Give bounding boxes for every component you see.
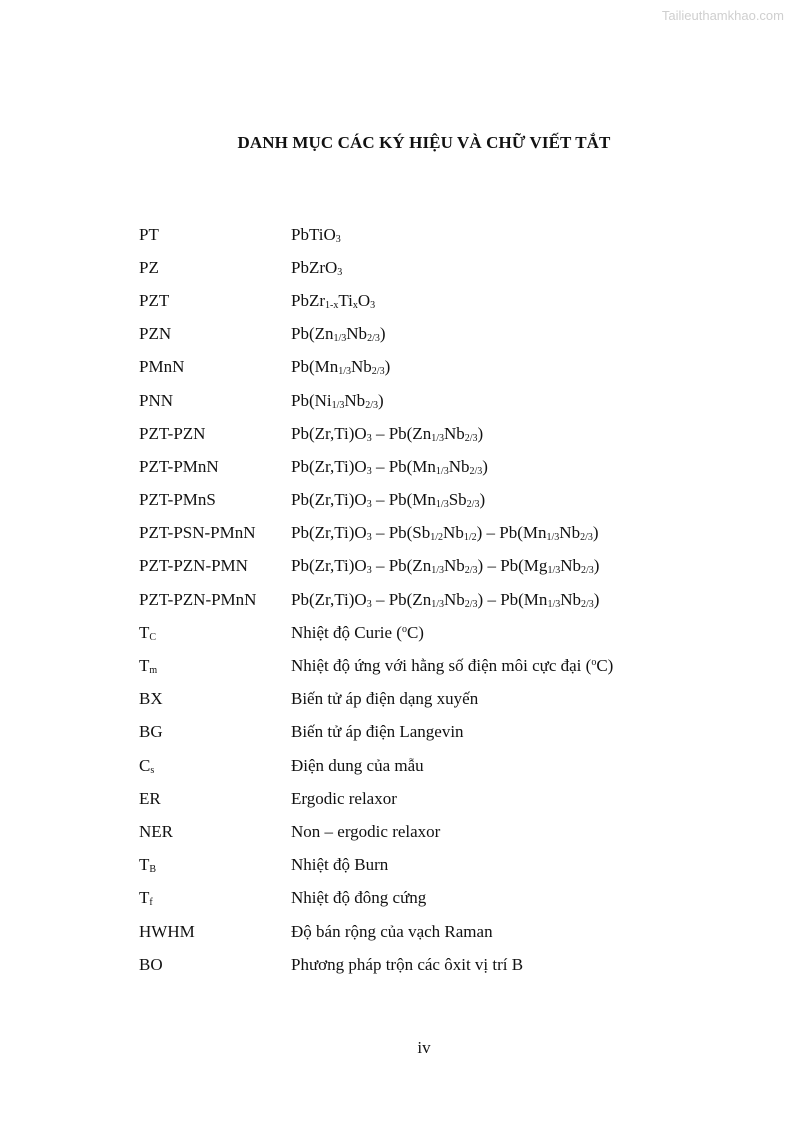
abbreviation-term (139, 888, 291, 908)
subscript: 1/3 (547, 598, 561, 610)
text-segment: Biến tử áp điện Langevin (291, 722, 464, 742)
text-segment: Nb (443, 589, 465, 609)
abbreviation-definition (291, 855, 388, 875)
abbreviation-row (139, 318, 613, 351)
text-segment: PNN (139, 390, 174, 410)
subscript: 2/3 (469, 465, 483, 477)
text-segment: C (139, 755, 151, 775)
text-segment: Nb (344, 390, 366, 410)
subscript: 3 (366, 565, 372, 577)
subscript: 1/2 (430, 532, 444, 544)
abbreviation-definition (291, 922, 493, 942)
text-segment: ) (379, 324, 386, 344)
subscript: 3 (370, 299, 376, 311)
subscript: 1/3 (431, 432, 444, 444)
text-segment: ) – Pb(Mn (477, 589, 548, 609)
subscript: 2/3 (367, 333, 380, 345)
text-segment: ) (593, 589, 600, 609)
abbreviation-definition (291, 955, 523, 975)
abbreviation-term (139, 590, 291, 610)
page-number: iv (417, 1038, 431, 1057)
subscript: 1/3 (435, 499, 449, 511)
text-segment: Biến tử áp điện dạng xuyến (291, 689, 479, 709)
subscript: 1/3 (435, 465, 449, 477)
text-segment: PZT-PSN-PMnN (139, 523, 256, 543)
abbreviation-row (139, 218, 613, 251)
text-segment: ) (377, 390, 384, 410)
abbreviation-row (139, 882, 613, 915)
text-segment: Pb(Zr,Ti)O (291, 456, 367, 476)
subscript: 2/3 (464, 432, 478, 444)
abbreviation-term (139, 623, 291, 643)
text-segment: C) (596, 656, 614, 676)
text-segment: Pb(Zr,Ti)O (291, 556, 367, 576)
abbreviation-term (139, 490, 291, 510)
text-segment: Ergodic relaxor (291, 788, 397, 808)
text-segment: PbZrO (291, 257, 338, 277)
subscript: 2/3 (365, 399, 378, 411)
text-segment: ER (139, 788, 161, 808)
abbreviation-row (139, 351, 613, 384)
subscript: s (150, 764, 155, 776)
subscript: 1/3 (547, 565, 561, 577)
subscript: 3 (366, 465, 372, 477)
abbreviation-term (139, 855, 291, 875)
abbreviation-term (139, 324, 291, 344)
subscript: f (149, 897, 153, 909)
abbreviation-definition (291, 490, 485, 510)
subscript: 2/3 (371, 366, 385, 378)
text-segment: PMnN (139, 357, 185, 377)
text-segment: Nb (559, 523, 581, 543)
subscript: 3 (366, 532, 372, 544)
text-segment: ) (592, 523, 599, 543)
text-segment: Nb (448, 456, 470, 476)
text-segment: BG (139, 722, 163, 742)
abbreviation-definition (291, 523, 599, 543)
text-segment: Pb(Zr,Ti)O (291, 423, 367, 443)
abbreviation-definition (291, 822, 440, 842)
abbreviation-term (139, 225, 291, 245)
subscript: 1/3 (431, 598, 444, 610)
text-segment: Nhiệt độ Burn (291, 855, 389, 875)
text-segment: PT (139, 224, 159, 244)
text-segment: Pb(Zr,Ti)O (291, 589, 367, 609)
text-segment: ) (384, 357, 391, 377)
abbreviation-definition (291, 556, 599, 576)
subscript: 2/3 (466, 499, 480, 511)
text-segment: T (139, 888, 150, 908)
text-segment: PZT-PMnS (139, 490, 216, 510)
text-segment: – Pb(Mn (371, 456, 436, 476)
text-segment: PZT-PZN-PMnN (139, 589, 257, 609)
text-segment: ) (477, 423, 484, 443)
text-segment: – Pb(Zn (371, 556, 432, 576)
subscript: C (149, 631, 157, 643)
subscript: 3 (335, 233, 341, 245)
text-segment: ) (593, 556, 600, 576)
text-segment: Pb(Mn (291, 357, 339, 377)
abbreviation-term (139, 556, 291, 576)
abbreviation-term (139, 955, 291, 975)
text-segment: T (139, 656, 150, 676)
text-segment: T (139, 622, 150, 642)
text-segment: O (357, 290, 371, 310)
abbreviation-row (139, 550, 613, 583)
abbreviation-definition (291, 590, 599, 610)
abbreviation-row (139, 484, 613, 517)
abbreviation-definition (291, 291, 375, 311)
text-segment: ) (482, 456, 488, 476)
text-segment: PZ (139, 257, 159, 277)
abbreviation-term (139, 756, 291, 776)
abbreviation-term (139, 357, 291, 377)
text-segment: Điện dung của mẫu (291, 755, 424, 775)
subscript: 3 (366, 432, 372, 444)
subscript: 3 (366, 499, 372, 511)
subscript: 1/3 (546, 532, 560, 544)
subscript: 2/3 (580, 532, 593, 544)
abbreviation-definition (291, 225, 341, 245)
text-segment: PZT-PZN (139, 423, 206, 443)
abbreviation-term (139, 722, 291, 742)
text-segment: – Pb(Mn (371, 490, 436, 510)
abbreviation-term (139, 258, 291, 278)
abbreviation-term (139, 689, 291, 709)
abbreviation-row (139, 517, 613, 550)
abbreviation-row (139, 849, 613, 882)
abbreviation-definition (291, 789, 397, 809)
subscript: m (149, 665, 158, 677)
abbreviation-definition (291, 258, 342, 278)
abbreviation-definition (291, 656, 613, 676)
text-segment: Nb (351, 357, 372, 377)
text-segment: Nhiệt độ Curie ( (291, 622, 402, 642)
abbreviation-definition (291, 457, 488, 477)
abbreviation-row (139, 417, 613, 450)
text-segment: PZT (139, 290, 170, 310)
subscript: 1/3 (331, 399, 345, 411)
superscript: o (591, 657, 597, 669)
text-segment: C) (406, 622, 424, 642)
abbreviation-row (139, 683, 613, 716)
text-segment: HWHM (139, 921, 195, 941)
superscript: o (401, 623, 407, 635)
abbreviation-list (139, 218, 613, 981)
subscript: 2/3 (464, 565, 478, 577)
text-segment: Nb (560, 556, 581, 576)
abbreviation-definition (291, 324, 386, 344)
abbreviation-definition (291, 357, 390, 377)
abbreviation-term (139, 922, 291, 942)
text-segment: Sb (448, 490, 467, 510)
abbreviation-row (139, 716, 613, 749)
text-segment: Nb (443, 423, 465, 443)
subscript: 2/3 (464, 598, 478, 610)
subscript: 2/3 (581, 565, 594, 577)
subscript: 3 (366, 598, 372, 610)
text-segment: – Pb(Zn (371, 423, 432, 443)
subscript: 1/2 (463, 532, 477, 544)
text-segment: PZN (139, 324, 172, 344)
watermark-text: Tailieuthamkhao.com (661, 8, 784, 23)
text-segment: Độ bán rộng của vạch Raman (291, 921, 493, 941)
abbreviation-row (139, 450, 613, 483)
abbreviation-definition (291, 391, 384, 411)
abbreviation-row (139, 583, 613, 616)
abbreviation-row (139, 284, 613, 317)
text-segment: T (139, 855, 150, 875)
abbreviation-term (139, 822, 291, 842)
text-segment: Nhiệt độ đông cứng (291, 888, 427, 908)
abbreviation-definition (291, 689, 478, 709)
page-title: DANH MỤC CÁC KÝ HIỆU VÀ CHỮ VIẾT TẮT (237, 133, 611, 152)
text-segment: Phương pháp trộn các ôxit vị trí B (291, 954, 524, 974)
abbreviation-term (139, 656, 291, 676)
abbreviation-row (139, 915, 613, 948)
text-segment: ) – Pb(Mg (477, 556, 548, 576)
text-segment: Pb(Zn (291, 324, 334, 344)
subscript: 1/3 (338, 366, 352, 378)
subscript: x (352, 299, 358, 311)
text-segment: Pb(Zr,Ti)O (291, 490, 367, 510)
text-segment: PbZr (291, 290, 325, 310)
text-segment: PZT-PZN-PMN (139, 556, 248, 576)
abbreviation-row (139, 782, 613, 815)
abbreviation-term (139, 789, 291, 809)
abbreviation-row (139, 749, 613, 782)
text-segment: PbTiO (291, 224, 336, 244)
abbreviation-row (139, 616, 613, 649)
text-segment: Nb (560, 589, 581, 609)
subscript: 3 (337, 266, 343, 278)
abbreviation-term (139, 523, 291, 543)
subscript: 1-x (325, 299, 339, 311)
text-segment: NER (139, 821, 173, 841)
abbreviation-row (139, 815, 613, 848)
abbreviation-term (139, 457, 291, 477)
abbreviation-definition (291, 888, 426, 908)
subscript: 1/3 (431, 565, 444, 577)
text-segment: Nb (346, 324, 368, 344)
abbreviation-row (139, 948, 613, 981)
abbreviation-definition (291, 623, 424, 643)
text-segment: – Pb(Sb (371, 523, 431, 543)
subscript: 2/3 (581, 598, 594, 610)
abbreviation-term (139, 391, 291, 411)
abbreviation-row (139, 251, 613, 284)
text-segment: BO (139, 954, 163, 974)
text-segment: PZT-PMnN (139, 456, 219, 476)
text-segment: Non – ergodic relaxor (291, 821, 441, 841)
subscript: 1/3 (333, 333, 347, 345)
abbreviation-term (139, 291, 291, 311)
abbreviation-row (139, 384, 613, 417)
abbreviation-definition (291, 756, 424, 776)
text-segment: Pb(Ni (291, 390, 332, 410)
text-segment: Pb(Zr,Ti)O (291, 523, 367, 543)
abbreviation-definition (291, 722, 464, 742)
text-segment: Nb (443, 556, 465, 576)
text-segment: Nhiệt độ ứng với hằng số điện môi cực đại ( (291, 656, 592, 676)
text-segment: ) – Pb(Mn (476, 523, 547, 543)
text-segment: Nb (443, 523, 464, 543)
text-segment: – Pb(Zn (371, 589, 432, 609)
abbreviation-definition (291, 424, 483, 444)
abbreviation-row (139, 649, 613, 682)
text-segment: ) (479, 490, 486, 510)
subscript: B (149, 864, 157, 876)
abbreviation-term (139, 424, 291, 444)
text-segment: BX (139, 689, 163, 709)
text-segment: Ti (338, 290, 353, 310)
